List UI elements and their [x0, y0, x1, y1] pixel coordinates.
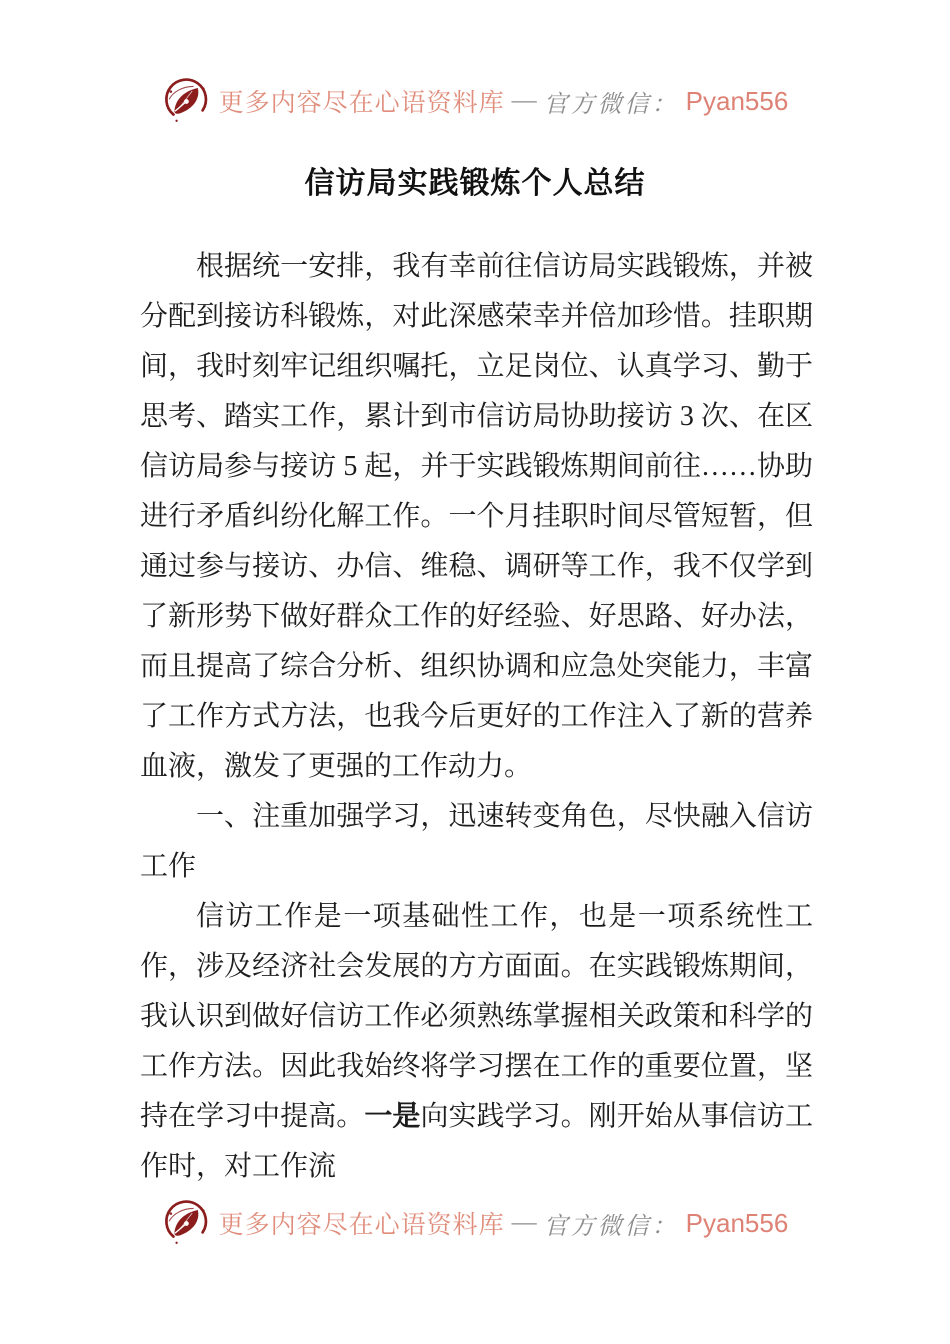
official-wechat-label: 官方微信： — [543, 1213, 679, 1240]
pen-logo-icon — [162, 76, 212, 126]
wechat-id: Pyan556 — [685, 85, 789, 116]
text-run: 根据统一安排，我有幸前往信访局实践锻炼，并被分配到接访科锻炼，对此深感荣幸并倍加珍惜。挂职期间，我时刻牢记组织嘱托，立足岗位、认真学习、勤于思考、踏实工作，累计到市信访局协助接访 3 次、在区信访局参与接访 5 起，并于实践锻炼期间前往……协助进行矛盾纠纷化解工作。一个月挂职时间尽管短暂，但通过参与接访、办信、维稳、调研等工作，我不仅学到了新形势下做好群众工作的好经验、好思路、好办法，而且提高了综合分析、组织协调和应急处突能力，丰富了工作方式方法，也我今后更好的工作注入了新的营养血液，激发了更强的工作动力。 — [140, 251, 813, 782]
document-body — [140, 242, 813, 1192]
paragraph — [140, 892, 813, 1192]
text-run: 信访工作是一项基础性工作，也是一项系统性工作，涉及经济社会发展的方方面面。在实践锻炼期间，我认识到做好信访工作必须熟练掌握相关政策和科学的工作方法。因此我始终将学习摆在工作的重要位置，坚持在学习中提高。 — [140, 901, 813, 1132]
text-run: 向实践学习。刚开始从事信访工作时，对工作流 — [140, 1101, 813, 1182]
wechat-id: Pyan556 — [685, 1207, 789, 1238]
page-title: 信访局实践锻炼个人总结 — [304, 167, 646, 200]
separator-dash: — — [511, 1209, 537, 1236]
bold-emphasis: 一是 — [364, 1101, 421, 1132]
header-watermark — [0, 76, 950, 126]
text-run: 一、注重加强学习，迅速转变角色，尽快融入信访工作 — [140, 801, 813, 882]
brand-text: 更多内容尽在心语资料库 — [218, 1212, 505, 1239]
brand-text: 更多内容尽在心语资料库 — [218, 90, 505, 117]
paragraph — [140, 242, 813, 792]
separator-dash: — — [511, 87, 537, 114]
pen-logo-icon — [162, 1198, 212, 1248]
official-wechat-label: 官方微信： — [543, 91, 679, 118]
paragraph — [140, 792, 813, 892]
footer-watermark — [0, 1198, 950, 1248]
